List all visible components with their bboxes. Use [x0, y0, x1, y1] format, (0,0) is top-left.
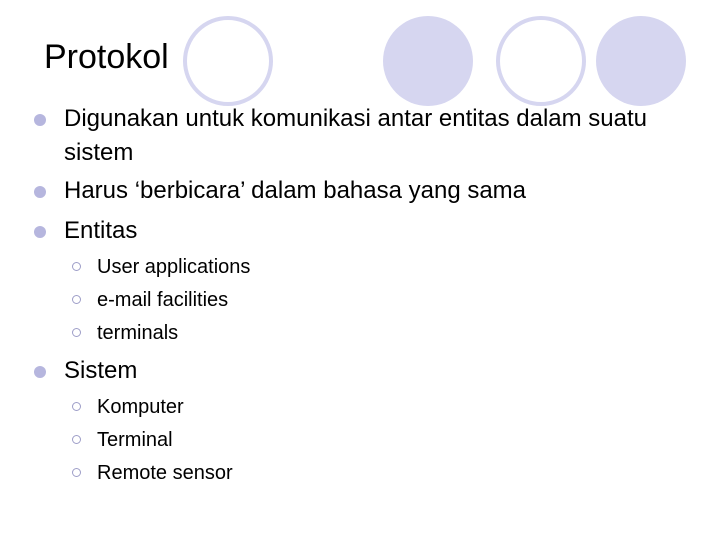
- bullet-dot-icon: [34, 366, 46, 378]
- sub-bullet-text: Terminal: [97, 429, 173, 451]
- outline-circle-1: [185, 18, 271, 104]
- sub-bullet-item: [97, 252, 250, 282]
- bullet-item: [64, 214, 694, 248]
- bullet-dot-icon: [34, 226, 46, 238]
- bullet-dot-icon: [34, 186, 46, 198]
- bullet-ring-icon: [72, 295, 81, 304]
- bullet-text: Harus ‘berbicara’ dalam bahasa yang sama: [64, 177, 527, 204]
- sub-bullet-item: [97, 285, 228, 315]
- bullet-dot-icon: [34, 114, 46, 126]
- sub-bullet-item: [97, 392, 184, 422]
- sub-bullet-text: terminals: [97, 322, 179, 344]
- bullet-ring-icon: [72, 328, 81, 337]
- bullet-item: [64, 174, 694, 208]
- bullet-text: Entitas: [64, 217, 138, 244]
- sub-bullet-item: [97, 458, 233, 488]
- bullet-ring-icon: [72, 468, 81, 477]
- bullet-item: [64, 102, 694, 170]
- sub-bullet-item: [97, 425, 173, 455]
- slide-title: Protokol: [44, 38, 169, 76]
- sub-bullet-item: [97, 318, 178, 348]
- bullet-ring-icon: [72, 435, 81, 444]
- sub-bullet-text: e-mail facilities: [97, 289, 229, 311]
- bullet-ring-icon: [72, 402, 81, 411]
- outline-circle-2: [498, 18, 584, 104]
- bullet-item: [64, 354, 694, 388]
- bullet-ring-icon: [72, 262, 81, 271]
- bullet-text: Sistem: [64, 357, 138, 384]
- filled-circle-1: [383, 16, 473, 106]
- sub-bullet-text: Remote sensor: [97, 462, 233, 484]
- bullet-text: Digunakan untuk komunikasi antar entitas dalam suatu sistem: [64, 105, 648, 166]
- sub-bullet-text: User applications: [97, 256, 251, 278]
- sub-bullet-text: Komputer: [97, 396, 184, 418]
- filled-circle-2: [596, 16, 686, 106]
